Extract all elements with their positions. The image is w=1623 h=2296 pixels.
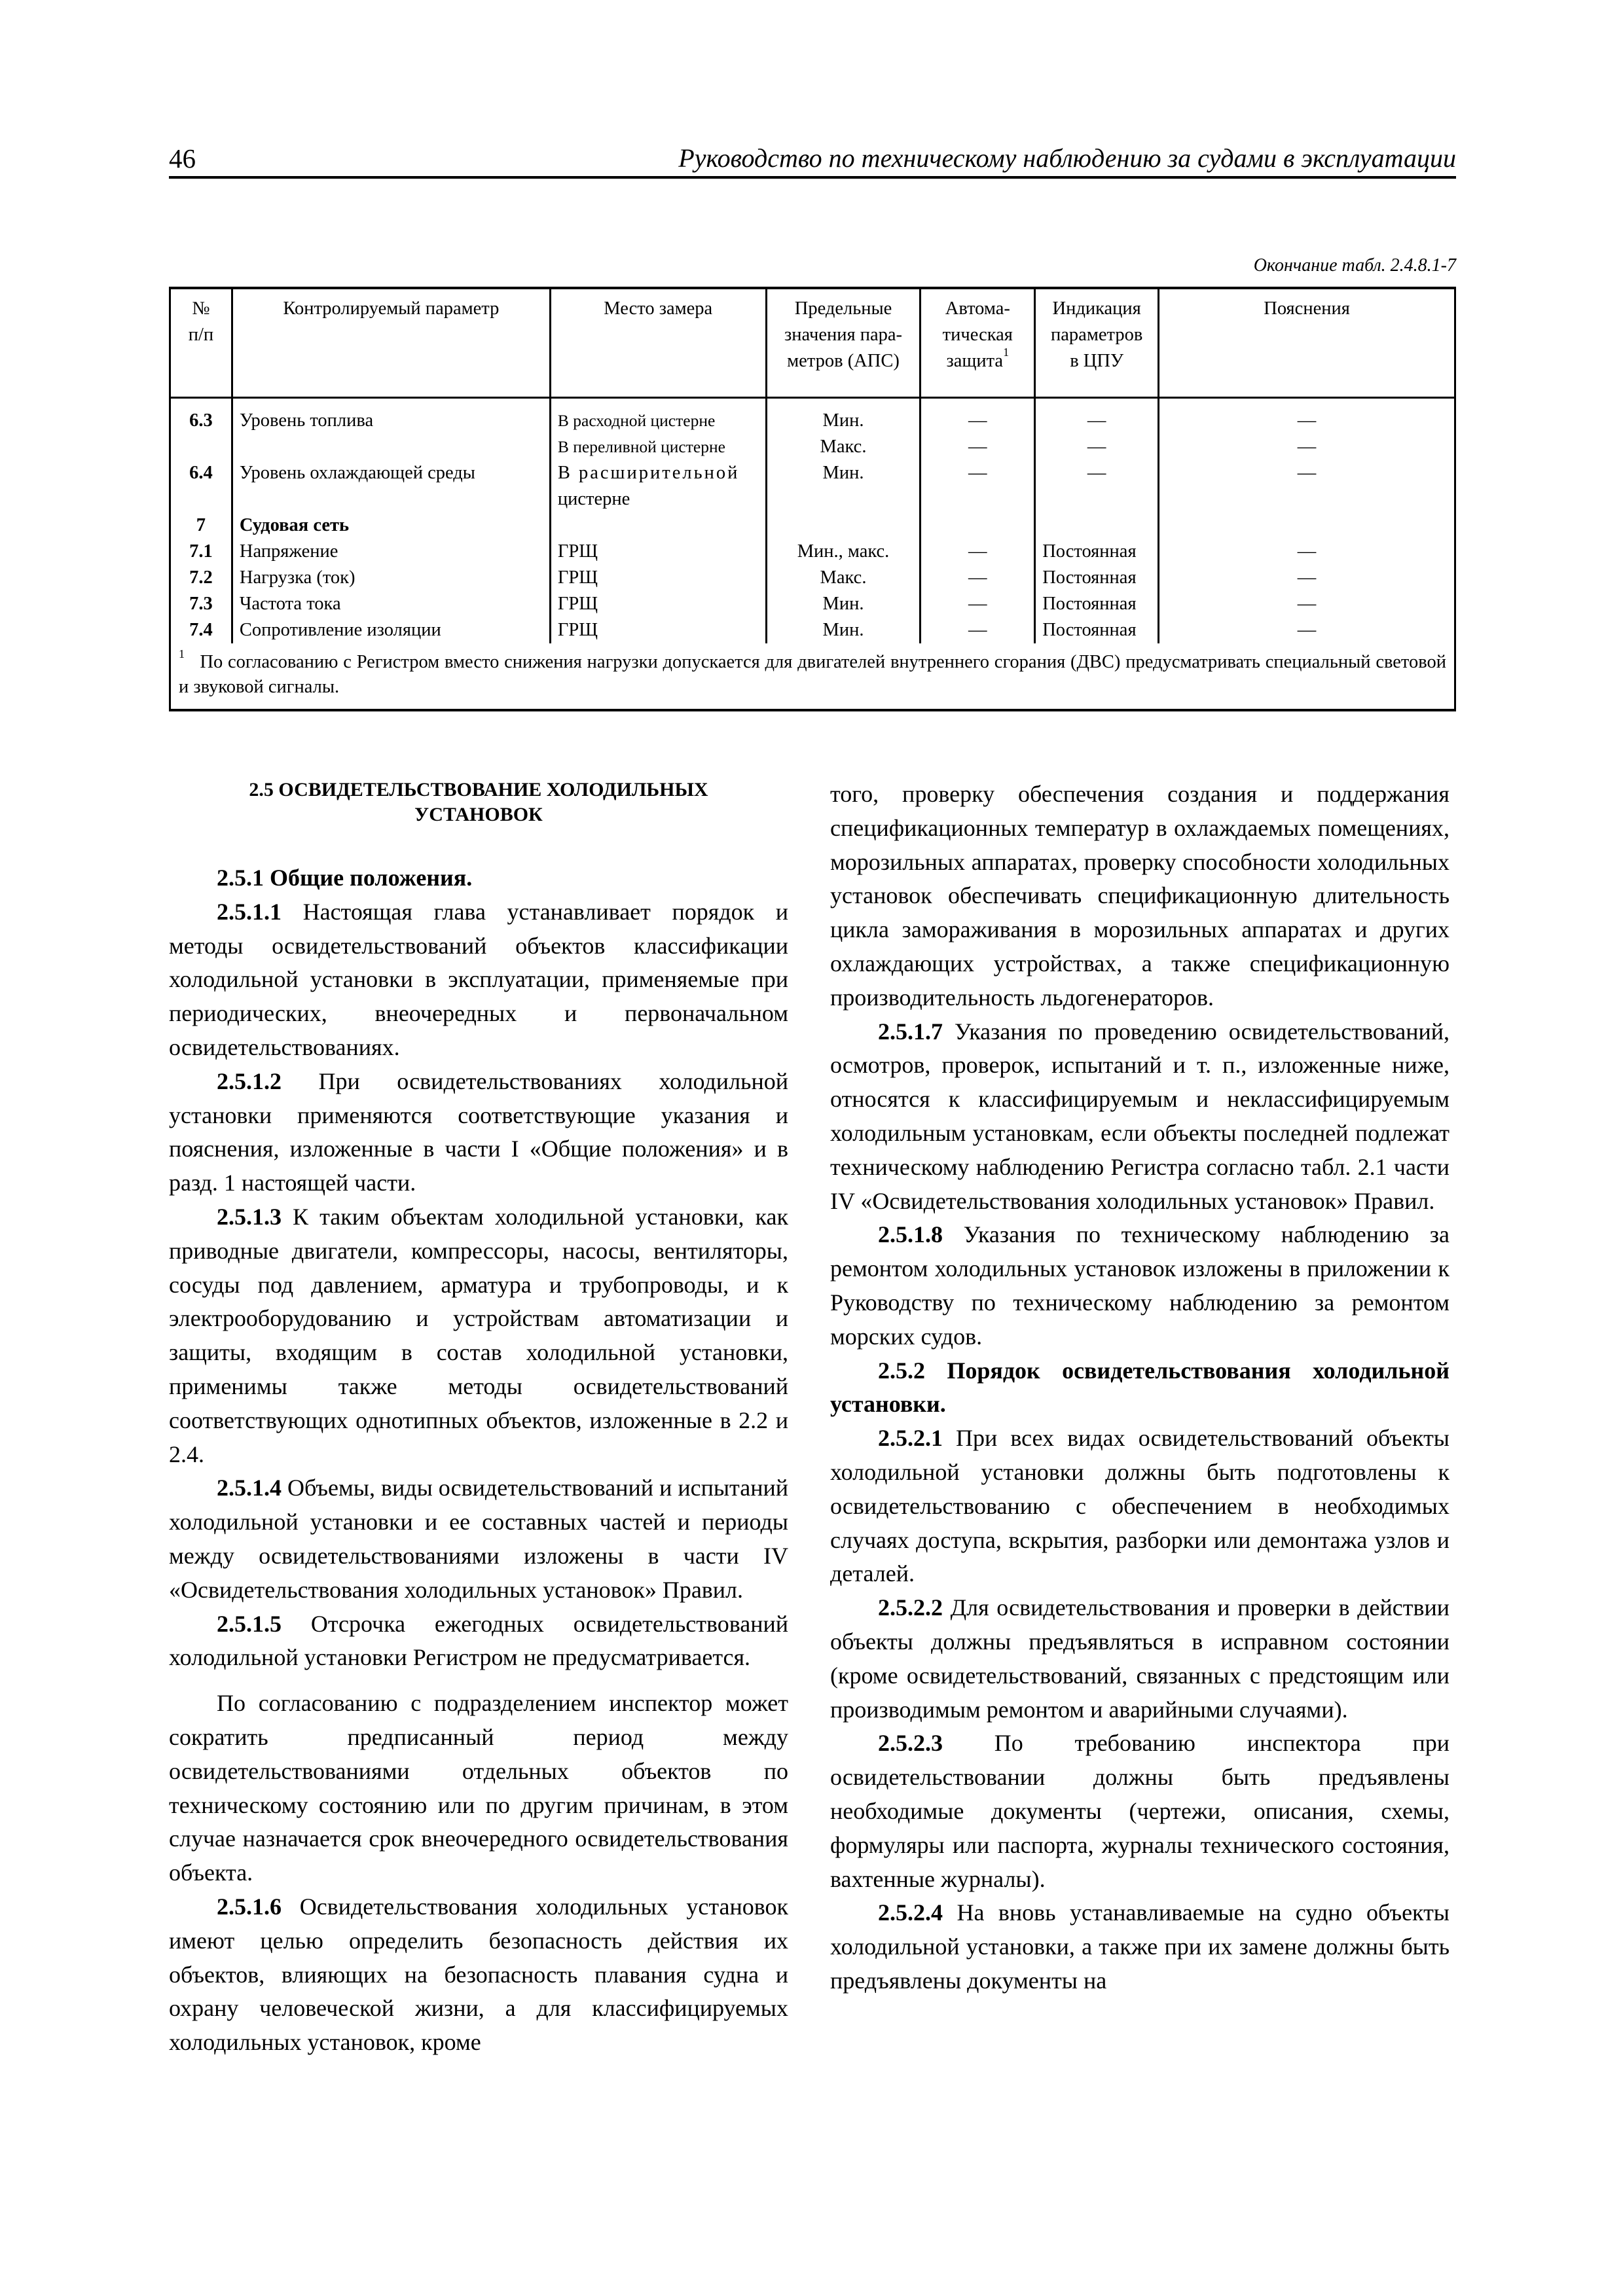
table-row: 7.3 Частота тока ГРЩ Мин. — Постоянная —	[170, 591, 1455, 617]
table-row: 6.3 Уровень топлива В расходной цистерне В переливной цистерне Мин. Макс. — — — — — —	[170, 398, 1455, 461]
col-header-notes: Пояснения	[1159, 288, 1455, 398]
table-caption: Окончание табл. 2.4.8.1-7	[1253, 255, 1456, 276]
left-column	[169, 778, 788, 2060]
paragraph: 2.5.1.5 Отсрочка ежегодных освидетельствований холодильной установки Регистром не предусматривается.	[169, 1610, 788, 1671]
col-header-param: Контролируемый параметр	[232, 288, 550, 398]
footnote-text: По согласованию с Регистром вместо снижения нагрузки допускается для двигателей внутреннего сгорания (ДВС) предусматривать специальный световой и звуковой сигналы.	[179, 652, 1446, 697]
page-number: 46	[169, 143, 196, 173]
paragraph: 2.5.2.3 По требованию инспектора при освидетельствовании должны быть предъявлены необходимые документы (чертежи, описания, схемы, формуляры или паспорта, журналы технического состояния, вахтенные журналы).	[830, 1730, 1450, 1892]
col-header-limits: Предельные значения пара- метров (АПС)	[766, 288, 921, 398]
col-header-auto: Автома- тическая защита$^1$	[921, 288, 1035, 398]
table-row: 7.1 Напряжение ГРЩ Мин., макс. — Постоянная —	[170, 539, 1455, 565]
parameters-table	[169, 287, 1456, 711]
paragraph: 2.5.2.1 При всех видах освидетельствований объекты холодильной установки должны быть подготовлены к освидетельствованию с обеспечением в необходимых случаях доступа, вскрытия, разборки или демонтажа узлов и деталей.	[830, 1425, 1450, 1587]
table-row: 6.4 Уровень охлаждающей среды В расширительной цистерне Мин. — — —	[170, 460, 1455, 512]
paragraph: 2.5.1.2 При освидетельствованиях холодильной установки применяются соответствующие указания и пояснения, изложенные в части I «Общие положения» и в разд. 1 настоящей части.	[169, 1067, 788, 1196]
col-header-indication: Индикация параметров в ЦПУ	[1035, 288, 1159, 398]
page-header	[169, 143, 1456, 177]
right-column	[830, 778, 1450, 1998]
subsection-heading: 2.5.1 Общие положения.	[217, 865, 473, 891]
paragraph: 2.5.2.4 На вновь устанавливаемые на судно объекты холодильной установки, а также при их замене должны быть предъявлены документы на	[830, 1899, 1450, 1994]
paragraph: По согласованию с подразделением инспектор может сократить предписанный период между освидетельствованиями отдельных объектов по техническому состоянию или по другим причинам, в этом случае назначается срок внеочередного освидетельствования объекта.	[169, 1690, 788, 1886]
footnote-ref: 1	[1003, 346, 1010, 359]
paragraph: 2.5.1.6 Освидетельствования холодильных установок имеют целью определить безопасность действия их объектов, влияющих на безопасность плавания судна и охрану человеческой жизни, а для классифицируемых холодильных установок, кроме	[169, 1893, 788, 2056]
table-footnote	[170, 643, 1455, 710]
paragraph: 2.5.1.7 Указания по проведению освидетельствований, осмотров, проверок, испытаний и т. п., изложенные ниже, относятся к классифицируемым и неклассифицируемым холодильным установкам, если объекты последней подлежат техническому наблюдению Регистра согласно табл. 2.1 части IV «Освидетельствования холодильных установок» Правил.	[830, 1018, 1450, 1214]
running-title: Руководство по техническому наблюдению за судами в эксплуатации	[678, 143, 1456, 173]
paragraph: 2.5.1.1 Настоящая глава устанавливает порядок и методы освидетельствований объектов классификации холодильной установки в эксплуатации, применяемые при периодических, внеочередных и первоначальном освидетельствованиях.	[169, 898, 788, 1060]
paragraph: 2.5.2.2 Для освидетельствования и проверки в действии объекты должны предъявляться в исправном состоянии (кроме освидетельствований, связанных с предстоящим или производимым ремонтом и аварийными случаями).	[830, 1594, 1450, 1723]
col-header-num: № п/п	[170, 288, 232, 398]
table-row: 7 Судовая сеть	[170, 512, 1455, 539]
paragraph: 2.5.1.3 К таким объектам холодильной установки, как приводные двигатели, компрессоры, насосы, вентиляторы, сосуды под давлением, арматура и трубопроводы, и к электрооборудованию и устройствам автоматизации и защиты, входящим в состав холодильной установки, применимы также методы освидетельствований соответствующих однотипных объектов, изложенные в 2.2 и 2.4.	[169, 1203, 788, 1467]
col-header-place: Место замера	[550, 288, 766, 398]
table-row: 7.2 Нагрузка (ток) ГРЩ Макс. — Постоянная —	[170, 565, 1455, 591]
table-row: 7.4 Сопротивление изоляции ГРЩ Мин. — Постоянная —	[170, 617, 1455, 643]
table-header-row	[170, 288, 1455, 398]
subsection-heading: 2.5.2 Порядок освидетельствования холодильной установки.	[830, 1357, 1450, 1418]
paragraph: 2.5.1.4 Объемы, виды освидетельствований и испытаний холодильной установки и ее составных частей и периоды между освидетельствованиями изложены в части IV «Освидетельствования холодильных установок» Правил.	[169, 1475, 788, 1603]
header-rule	[169, 176, 1456, 179]
footnote-mark: 1	[179, 647, 185, 660]
paragraph: того, проверку обеспечения создания и поддержания спецификационных температур в охлаждаемых помещениях, морозильных аппаратах, проверку способности холодильных установок обеспечивать спецификационную длительность цикла замораживания в морозильных аппаратах и других охлаждающих устройствах, а также спецификационную производительность льдогенераторов.	[830, 781, 1450, 1011]
paragraph: 2.5.1.8 Указания по техническому наблюдению за ремонтом холодильных установок изложены в приложении к Руководству по техническому наблюдению за ремонтом морских судов.	[830, 1221, 1450, 1350]
section-title: 2.5 ОСВИДЕТЕЛЬСТВОВАНИЕ ХОЛОДИЛЬНЫХ УСТАНОВОК	[249, 779, 708, 825]
